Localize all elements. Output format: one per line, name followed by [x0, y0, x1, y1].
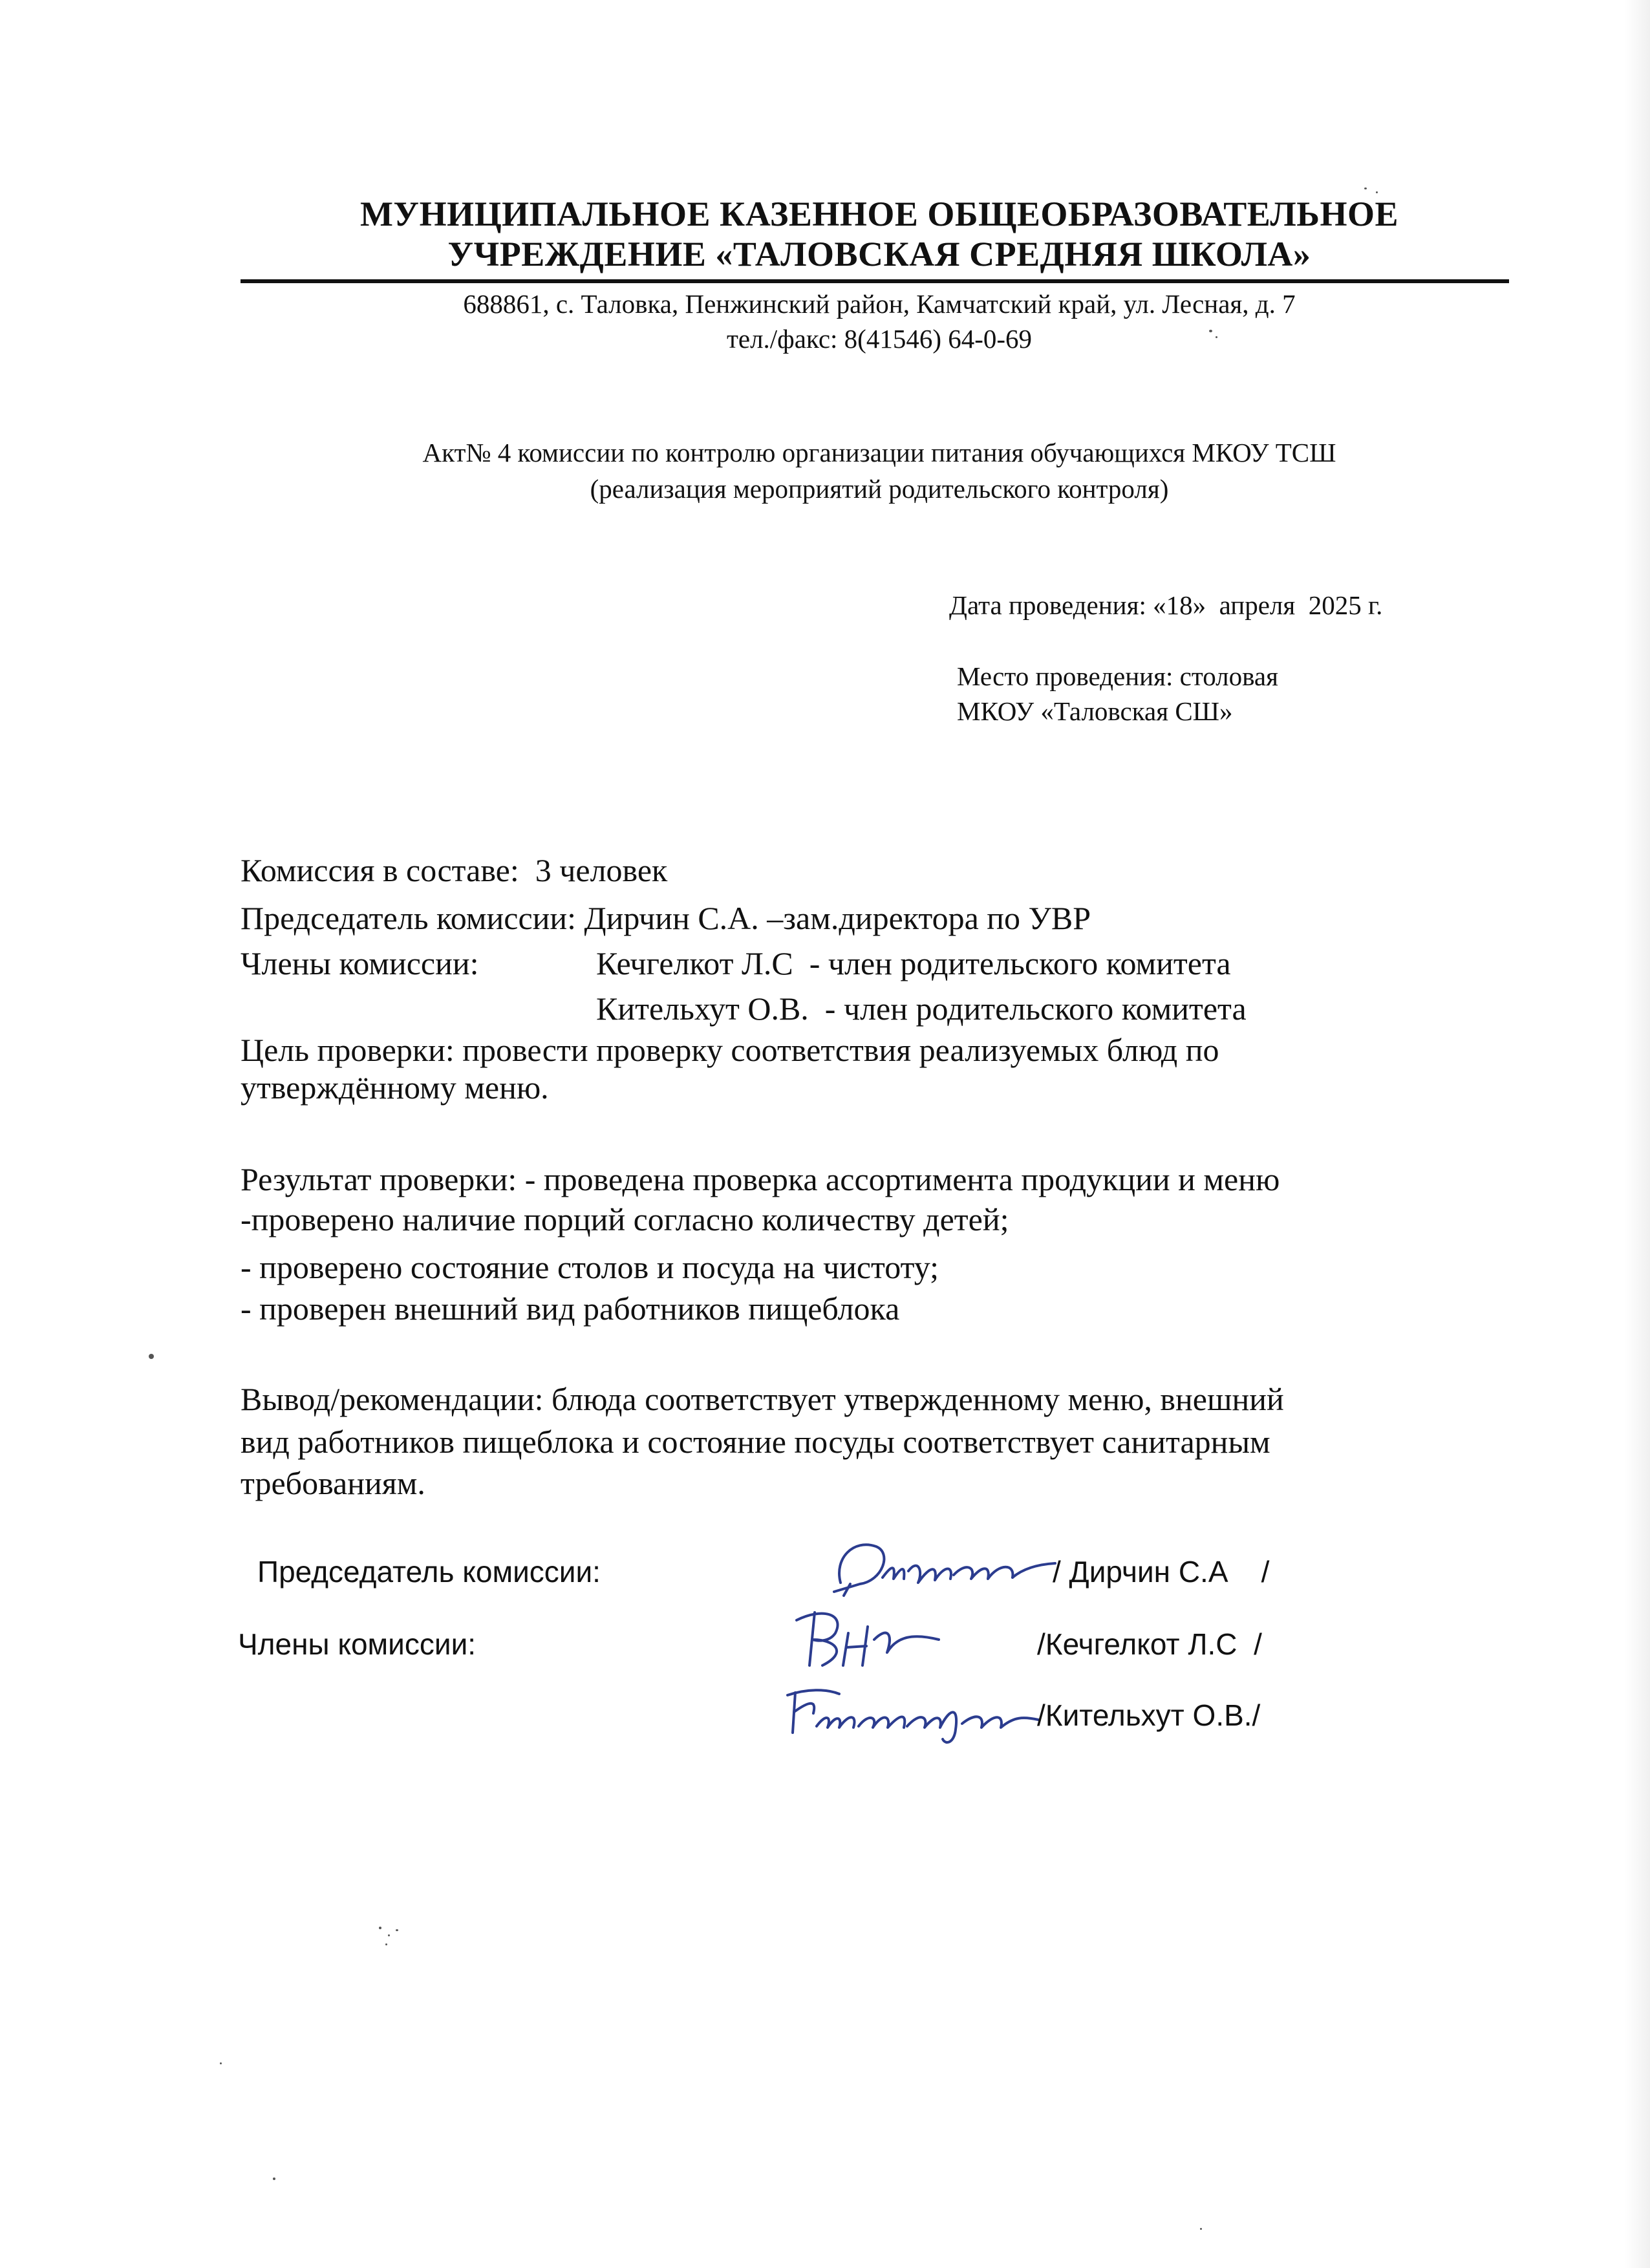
commission-size: Комиссия в составе: 3 человек — [241, 852, 668, 888]
result-line-4: - проверен внешний вид работников пищеблока — [241, 1290, 900, 1327]
signature-member-1-name: /Кечгелкот Л.С / — [1037, 1627, 1262, 1661]
member-2: Кительхут О.В. - член родительского комитета — [596, 990, 1247, 1027]
goal-line-2: утверждённому меню. — [241, 1069, 549, 1106]
org-address: 688861, с. Таловка, Пенжинский район, Камчатский край, ул. Лесная, д. 7 — [463, 289, 1296, 319]
signature-chair-name: / Дирчин С.А / — [1053, 1555, 1270, 1589]
goal-line-1: Цель проверки: провести проверку соответствия реализуемых блюд по — [241, 1032, 1219, 1068]
commission-chair: Председатель комиссии: Дирчин С.А. –зам.директора по УВР — [241, 900, 1091, 936]
act-title-line-2: (реализация мероприятий родительского контроля) — [590, 474, 1169, 504]
member-1: Кечгелкот Л.С - член родительского комитета — [596, 945, 1231, 981]
conclusion-line-2: вид работников пищеблока и состояние посуды соответствует санитарным — [241, 1424, 1270, 1460]
inspection-date: Дата проведения: «18» апреля 2025 г. — [949, 590, 1383, 620]
result-line-3: - проверено состояние столов и посуда на чистоту; — [241, 1249, 939, 1285]
signature-member-2 — [781, 1681, 1046, 1752]
act-title-line-1: Акт№ 4 комиссии по контролю организации питания обучающихся МКОУ ТСШ — [422, 438, 1336, 467]
result-line-2: -проверено наличие порций согласно количеству детей; — [241, 1201, 1009, 1237]
org-name-line-2: УЧРЕЖДЕНИЕ «ТАЛОВСКАЯ СРЕДНЯЯ ШКОЛА» — [447, 235, 1311, 273]
signature-member-1 — [784, 1601, 952, 1678]
conclusion-line-3: требованиям. — [241, 1465, 425, 1501]
scan-edge-shadow — [1624, 0, 1650, 2268]
result-line-1: Результат проверки: - проведена проверка ассортимента продукции и меню — [241, 1161, 1280, 1197]
members-label: Члены комиссии: — [241, 945, 479, 981]
signature-chair — [821, 1532, 1060, 1603]
header-divider — [241, 279, 1509, 283]
signature-chair-label: Председатель комиссии: — [257, 1555, 601, 1589]
signature-member-2-name: /Кительхут О.В./ — [1037, 1698, 1261, 1732]
inspection-place-line-2: МКОУ «Таловская СШ» — [957, 696, 1233, 726]
conclusion-line-1: Вывод/рекомендации: блюда соответствует утвержденному меню, внешний — [241, 1381, 1284, 1417]
inspection-place-line-1: Место проведения: столовая — [957, 661, 1278, 691]
org-phone: тел./факс: 8(41546) 64-0-69 — [726, 324, 1033, 354]
signature-members-label: Члены комиссии: — [238, 1627, 477, 1661]
org-name-line-1: МУНИЦИПАЛЬНОЕ КАЗЕННОЕ ОБЩЕОБРАЗОВАТЕЛЬНОЕ — [359, 195, 1399, 233]
